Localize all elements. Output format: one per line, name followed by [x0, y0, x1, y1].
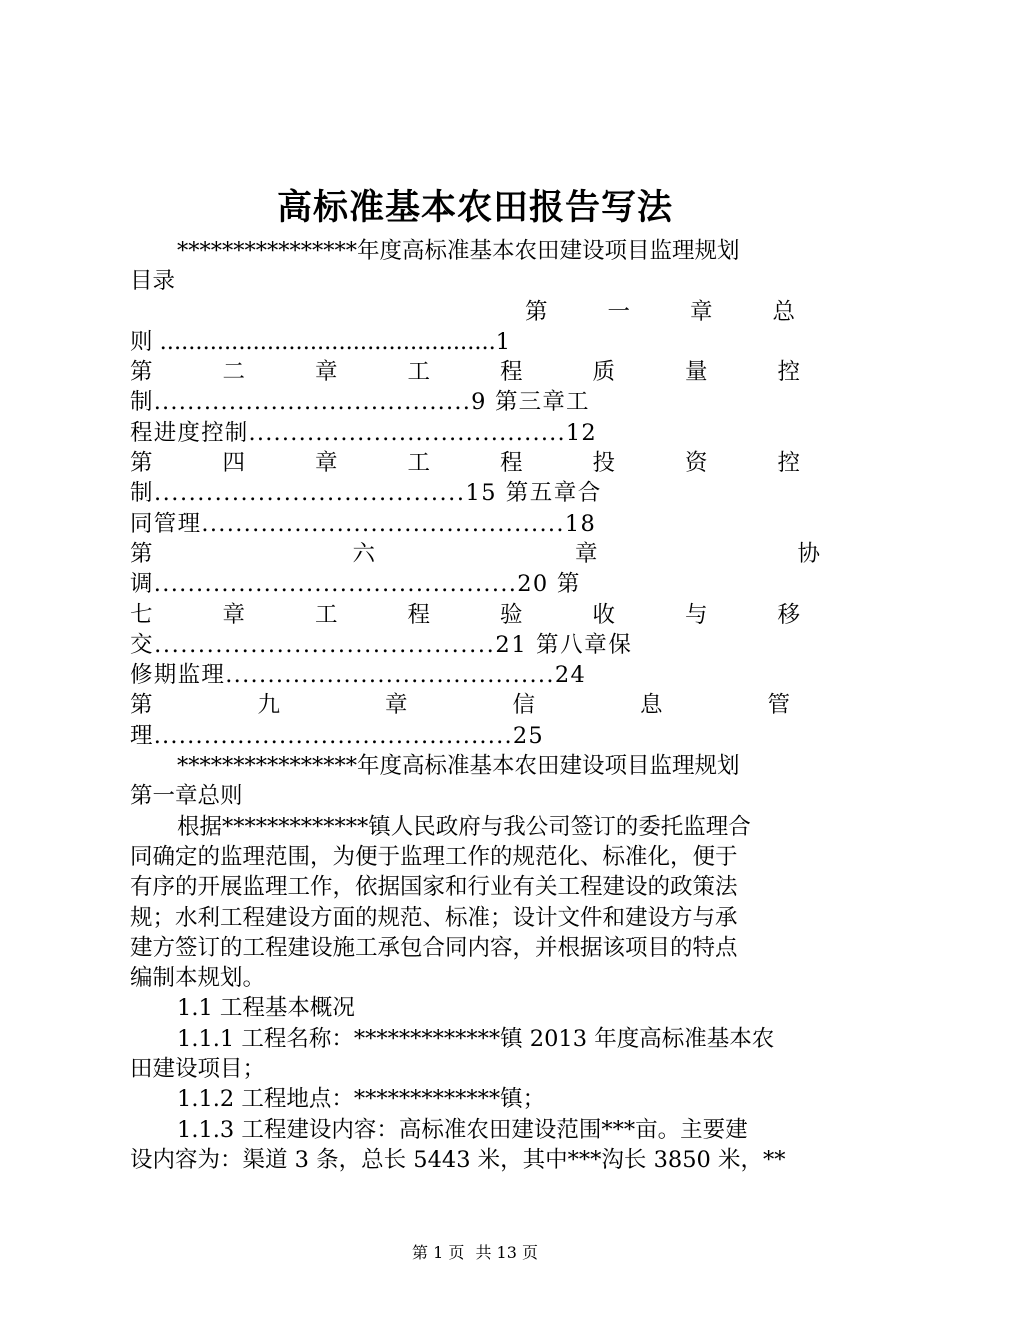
page-footer [0, 1243, 950, 1263]
paragraph-line: 规；水利工程建设方面的规范、标准；设计文件和建设方与承 [130, 904, 738, 931]
section-heading: 1.1 工程基本概况 [177, 995, 355, 1022]
document-body [130, 236, 1020, 1175]
toc-line: 第一章总 [525, 298, 856, 325]
paragraph-line: 同确定的监理范围，为便于监理工作的规范化、标准化，便于 [130, 843, 738, 870]
paragraph-line: 有序的开展监理工作，依据国家和行业有关工程建设的政策法 [130, 874, 738, 901]
toc-line: 制......................................9 第三章工 [130, 389, 590, 416]
toc-heading: 目录 [130, 268, 176, 295]
plan-heading: ****************年度高标准基本农田建设项目监理规划 [177, 238, 740, 264]
toc-line: 则 ...............................................1 [130, 328, 511, 355]
toc-line: 程进度控制......................................12 [130, 419, 597, 446]
toc-line: 第六章协 [130, 540, 1020, 567]
paragraph-line: 1.1.3 工程建设内容：高标准农田建设范围***亩。主要建 [177, 1116, 748, 1143]
page-number: 第 1 页 [412, 1243, 465, 1262]
chapter-heading: 第一章总则 [130, 783, 243, 810]
page-total: 共 13 页 [475, 1243, 538, 1262]
toc-line: 调...........................................20 第 [130, 571, 581, 598]
paragraph-line: 编制本规划。 [130, 965, 266, 992]
plan-heading: ****************年度高标准基本农田建设项目监理规划 [177, 753, 740, 780]
document-title: 高标准基本农田报告写法 [276, 187, 673, 228]
toc-line: 制....................................15 第五章合 [130, 480, 602, 507]
paragraph-line: 建方签订的工程建设施工承包合同内容，并根据该项目的特点 [130, 934, 738, 961]
paragraph-line: 1.1.2 工程地点：*************镇； [177, 1086, 546, 1113]
toc-line: 理...........................................25 [130, 722, 544, 749]
paragraph-line: 根据*************镇人民政府与我公司签订的委托监理合 [177, 813, 751, 840]
toc-line: 第四章工程投资控 [130, 450, 871, 477]
toc-line: 同管理...........................................18 [130, 510, 597, 537]
toc-line: 第二章工程质量控 [130, 359, 871, 386]
toc-line: 第九章信息管 [130, 692, 896, 719]
toc-line: 交.......................................21 第八章保 [130, 631, 633, 658]
toc-line: 修期监理.......................................24 [130, 662, 587, 689]
toc-line: 七章工程验收与移 [130, 601, 871, 628]
paragraph-line: 田建设项目； [130, 1056, 266, 1083]
paragraph-line: 设内容为：渠道 3 条，总长 5443 米，其中***沟长 3850 米，** [130, 1146, 786, 1173]
paragraph-line: 1.1.1 工程名称：*************镇 2013 年度高标准基本农 [177, 1025, 775, 1052]
